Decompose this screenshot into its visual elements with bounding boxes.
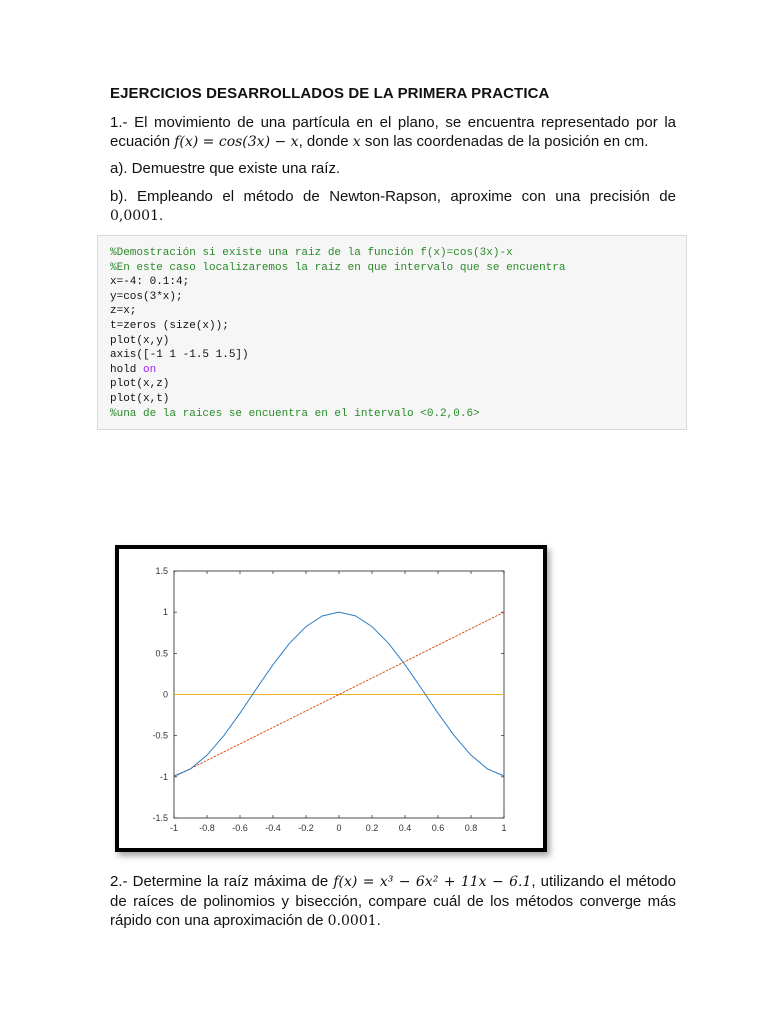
code-line: %una de la raices se encuentra en el intervalo <0.2,0.6> (110, 407, 480, 420)
document-title: EJERCICIOS DESARROLLADOS DE LA PRIMERA PRACTICA (110, 85, 550, 102)
exercise-1-statement (110, 113, 676, 152)
y-tick-label: -1 (159, 771, 168, 782)
exercise-1b (110, 187, 676, 226)
exercise-1b-text: b). Empleando el método de Newton-Rapson, aproxime con una precisión de (110, 188, 676, 205)
y-tick-label: 0.5 (155, 648, 168, 659)
y-tick-label: 1.5 (155, 566, 168, 576)
code-keyword: on (143, 363, 157, 376)
exercise-1-text-a: 1.- El movimiento de una partícula en el plano, se encuentra representado por la ecuación (110, 114, 676, 150)
exercise-1a: a). Demuestre que existe una raíz. (110, 160, 341, 177)
code-block (97, 235, 687, 430)
exercise-2-text-a: 2.- Determine la raíz máxima de (110, 873, 329, 890)
plot-figure (115, 545, 547, 852)
code-line: y=cos(3*x); (110, 290, 183, 303)
exercise-1-equation: f(x) = cos(3x) − x (174, 134, 299, 150)
y-tick-label: -1.5 (152, 813, 168, 823)
x-tick-label: 1 (501, 823, 507, 833)
y-tick-label: 0 (162, 689, 168, 700)
y-tick-label: 1 (162, 607, 168, 618)
code-line: axis([-1 1 -1.5 1.5]) (110, 349, 249, 362)
code-line: %En este caso localizaremos la raiz en que intervalo que se encuentra (110, 261, 566, 274)
exercise-2-equation: f(x) = x³ − 6x² + 11x − 6.1 (333, 874, 532, 890)
exercise-1b-period: . (159, 207, 164, 224)
exercise-2-precision: 0.0001 (327, 913, 377, 929)
code-text (110, 246, 565, 421)
code-line: plot(x,z) (110, 378, 170, 391)
exercise-1-variable: x (352, 134, 361, 150)
plot-canvas (119, 549, 543, 848)
y-tick-label: -0.5 (152, 730, 168, 741)
code-line: t=zeros (size(x)); (110, 319, 229, 332)
code-line: %Demostración si existe una raiz de la función f(x)=cos(3x)-x (110, 247, 513, 259)
x-tick-label: -0.4 (265, 823, 281, 833)
code-line: z=x; (110, 305, 137, 318)
exercise-1-text-b: , donde (298, 133, 349, 150)
exercise-1-text-c: son las coordenadas de la posición en cm. (364, 133, 649, 150)
x-tick-label: 0 (336, 823, 342, 833)
x-tick-label: -1 (169, 823, 179, 833)
code-line: hold (110, 363, 144, 376)
code-line: plot(x,t) (110, 392, 170, 405)
x-tick-label: 0.2 (365, 823, 379, 833)
exercise-2-statement (110, 872, 676, 931)
x-tick-label: 0.4 (398, 823, 412, 833)
x-tick-label: -0.8 (199, 823, 215, 833)
x-tick-label: -0.6 (232, 823, 248, 833)
x-tick-label: -0.2 (298, 823, 314, 833)
exercise-1b-precision: 0,0001 (110, 208, 159, 224)
exercise-2-period: . (376, 912, 381, 929)
x-tick-label: 0.6 (431, 823, 445, 833)
code-line: x=-4: 0.1:4; (110, 276, 190, 289)
x-tick-label: 0.8 (464, 823, 478, 833)
code-line: plot(x,y) (110, 334, 170, 347)
exercise-2-text-b: , utilizando el método de raíces de polinomios y bisección, compare cuál de los métodos converge más rápido con una aproximación de (110, 873, 676, 929)
